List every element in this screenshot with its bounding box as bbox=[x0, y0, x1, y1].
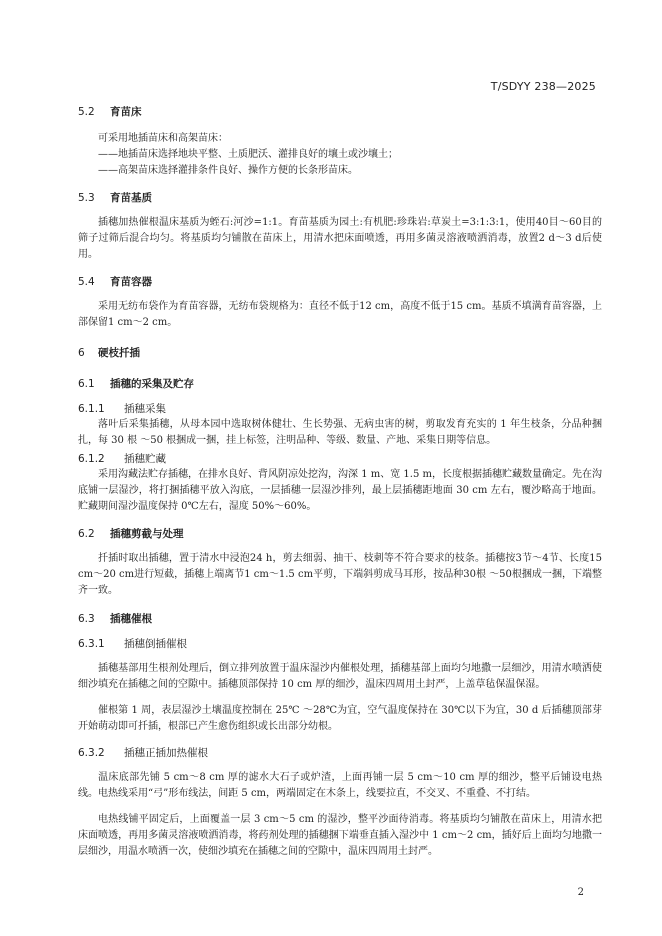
section-heading bbox=[78, 104, 602, 119]
section-heading bbox=[78, 274, 602, 289]
subsection-heading bbox=[78, 401, 602, 416]
section-title: 插穗剪截与处理 bbox=[110, 528, 184, 540]
section-number: 5.4 bbox=[78, 276, 95, 288]
section-title: 硬枝扦插 bbox=[98, 347, 140, 359]
section-title: 插穗的采集及贮存 bbox=[110, 378, 194, 390]
section-title: 育苗床 bbox=[110, 106, 142, 118]
section-number: 6.1.1 bbox=[78, 403, 105, 415]
section-number: 6.3.1 bbox=[78, 638, 105, 650]
paragraph: 落叶后采集插穗，从母本园中选取树体健壮、生长势强、无病虫害的树，剪取发育充实的 1 年生枝条，分品种捆扎，每 30 根 ～50 根捆成一捆，挂上标签，注明品种、等级、数量、产地、采集日期等信息。 bbox=[78, 419, 602, 446]
paragraph: 采用无纺布袋作为育苗容器，无纺布袋规格为：直径不低于12 cm，高度不低于15 cm。基质不填满育苗容器，上部保留1 cm～2 cm。 bbox=[78, 301, 602, 328]
paragraph: 插穗加热催根温床基质为蛭石:河沙=1:1。育苗基质为园土:有机肥:珍珠岩:草炭土=3:1:3:1，使用40目～60目的筛子过筛后混合均匀。将基质均匀铺散在苗床上，用清水把床面喷透，再用多菌灵溶液喷洒消毒，放置2 d～3 d后使用。 bbox=[78, 217, 602, 260]
section-number: 5.2 bbox=[78, 106, 95, 118]
document-number: T/SDYY 238—2025 bbox=[490, 80, 596, 93]
paragraph: 可采用地插苗床和高架苗床： bbox=[98, 133, 228, 144]
paragraph: 温床底部先铺 5 cm～8 cm 厚的滤水大石子或炉渣，上面再铺一层 5 cm～10 cm 厚的细沙，整平后铺设电热线。电热线采用“弓”形布线法，间距 5 cm，两端固定在木条上，线要拉直，不交叉、不重叠、不打结。 bbox=[78, 772, 602, 799]
section-title: 插穗正插加热催根 bbox=[124, 747, 208, 759]
section-title: 插穗催根 bbox=[110, 613, 152, 625]
section-number: 6.2 bbox=[78, 528, 95, 540]
section-title: 插穗倒插催根 bbox=[124, 638, 187, 650]
section-title: 育苗容器 bbox=[110, 276, 152, 288]
section-number: 6.1.2 bbox=[78, 453, 105, 465]
paragraph: 电热线铺平固定后，上面覆盖一层 3 cm～5 cm 的湿沙，整平沙面待消毒。将基质均匀铺散在苗床上，用清水把床面喷透，再用多菌灵溶液喷洒消毒，将药剂处理的插穗捆下端垂直插入湿沙中 1 cm～2 cm，插好后上面均匀地撒一层细沙，用温水喷洒一次，使细沙填充在插穗之间的空隙中，温床四周用土封严。 bbox=[78, 814, 602, 857]
paragraph: 扦插时取出插穗，置于清水中浸泡24 h，剪去细弱、抽干、枝刺等不符合要求的枝条。插穗按3节～4节、长度15 cm～20 cm进行短截，插穗上端离节1 cm～1.5 cm平剪，下端斜剪成马耳形，按品种30根 ～50根捆成一捆，下端整齐一致。 bbox=[78, 553, 602, 596]
subsection-heading bbox=[78, 451, 602, 466]
section-heading bbox=[78, 190, 602, 205]
paragraph: 采用沟藏法贮存插穗，在排水良好、背风阴凉处挖沟，沟深 1 m、宽 1.5 m，长度根据插穗贮藏数量确定。先在沟底铺一层湿沙，将打捆插穗平放入沟底，一层插穗一层湿沙排列，最上层插穗距地面 30 cm 左右，覆沙略高于地面。贮藏期间湿沙温度保持 0℃左右，湿度 50%～60%。 bbox=[78, 469, 602, 512]
section-number: 6 bbox=[78, 347, 85, 359]
subsection-heading bbox=[78, 745, 602, 760]
section-heading bbox=[78, 526, 602, 541]
section-title: 插穗采集 bbox=[124, 403, 166, 415]
subsection-heading bbox=[78, 636, 602, 651]
page-content bbox=[78, 104, 602, 860]
section-heading bbox=[78, 376, 602, 391]
page-number: 2 bbox=[577, 887, 584, 898]
section-number: 6.1 bbox=[78, 378, 95, 390]
section-number: 6.3 bbox=[78, 613, 95, 625]
section-heading bbox=[78, 611, 602, 626]
section-number: 6.3.2 bbox=[78, 747, 105, 759]
section-number: 5.3 bbox=[78, 192, 95, 204]
list-item: ——高架苗床选择灌排条件良好、操作方便的长条形苗床。 bbox=[98, 165, 358, 176]
section-title: 插穗贮藏 bbox=[124, 453, 166, 465]
list-item: ——地插苗床选择地块平整、土质肥沃、灌排良好的壤土或沙壤土； bbox=[98, 149, 398, 160]
chapter-heading bbox=[78, 345, 602, 360]
section-title: 育苗基质 bbox=[110, 192, 152, 204]
paragraph: 催根第 1 周，表层湿沙土壤温度控制在 25℃ ～28℃为宜，空气温度保持在 30℃以下为宜，30 d 后插穗顶部芽开始萌动即可扦插，根部已产生愈伤组织或长出部分幼根。 bbox=[78, 705, 602, 732]
paragraph: 插穗基部用生根剂处理后，倒立排列放置于温床湿沙内催根处理，插穗基部上面均匀地撒一层细沙，用清水喷洒使细沙填充在插穗之间的空隙中。插穗顶部保持 10 cm 厚的细沙，温床四周用土封严，上盖草毡保温保湿。 bbox=[78, 663, 602, 690]
